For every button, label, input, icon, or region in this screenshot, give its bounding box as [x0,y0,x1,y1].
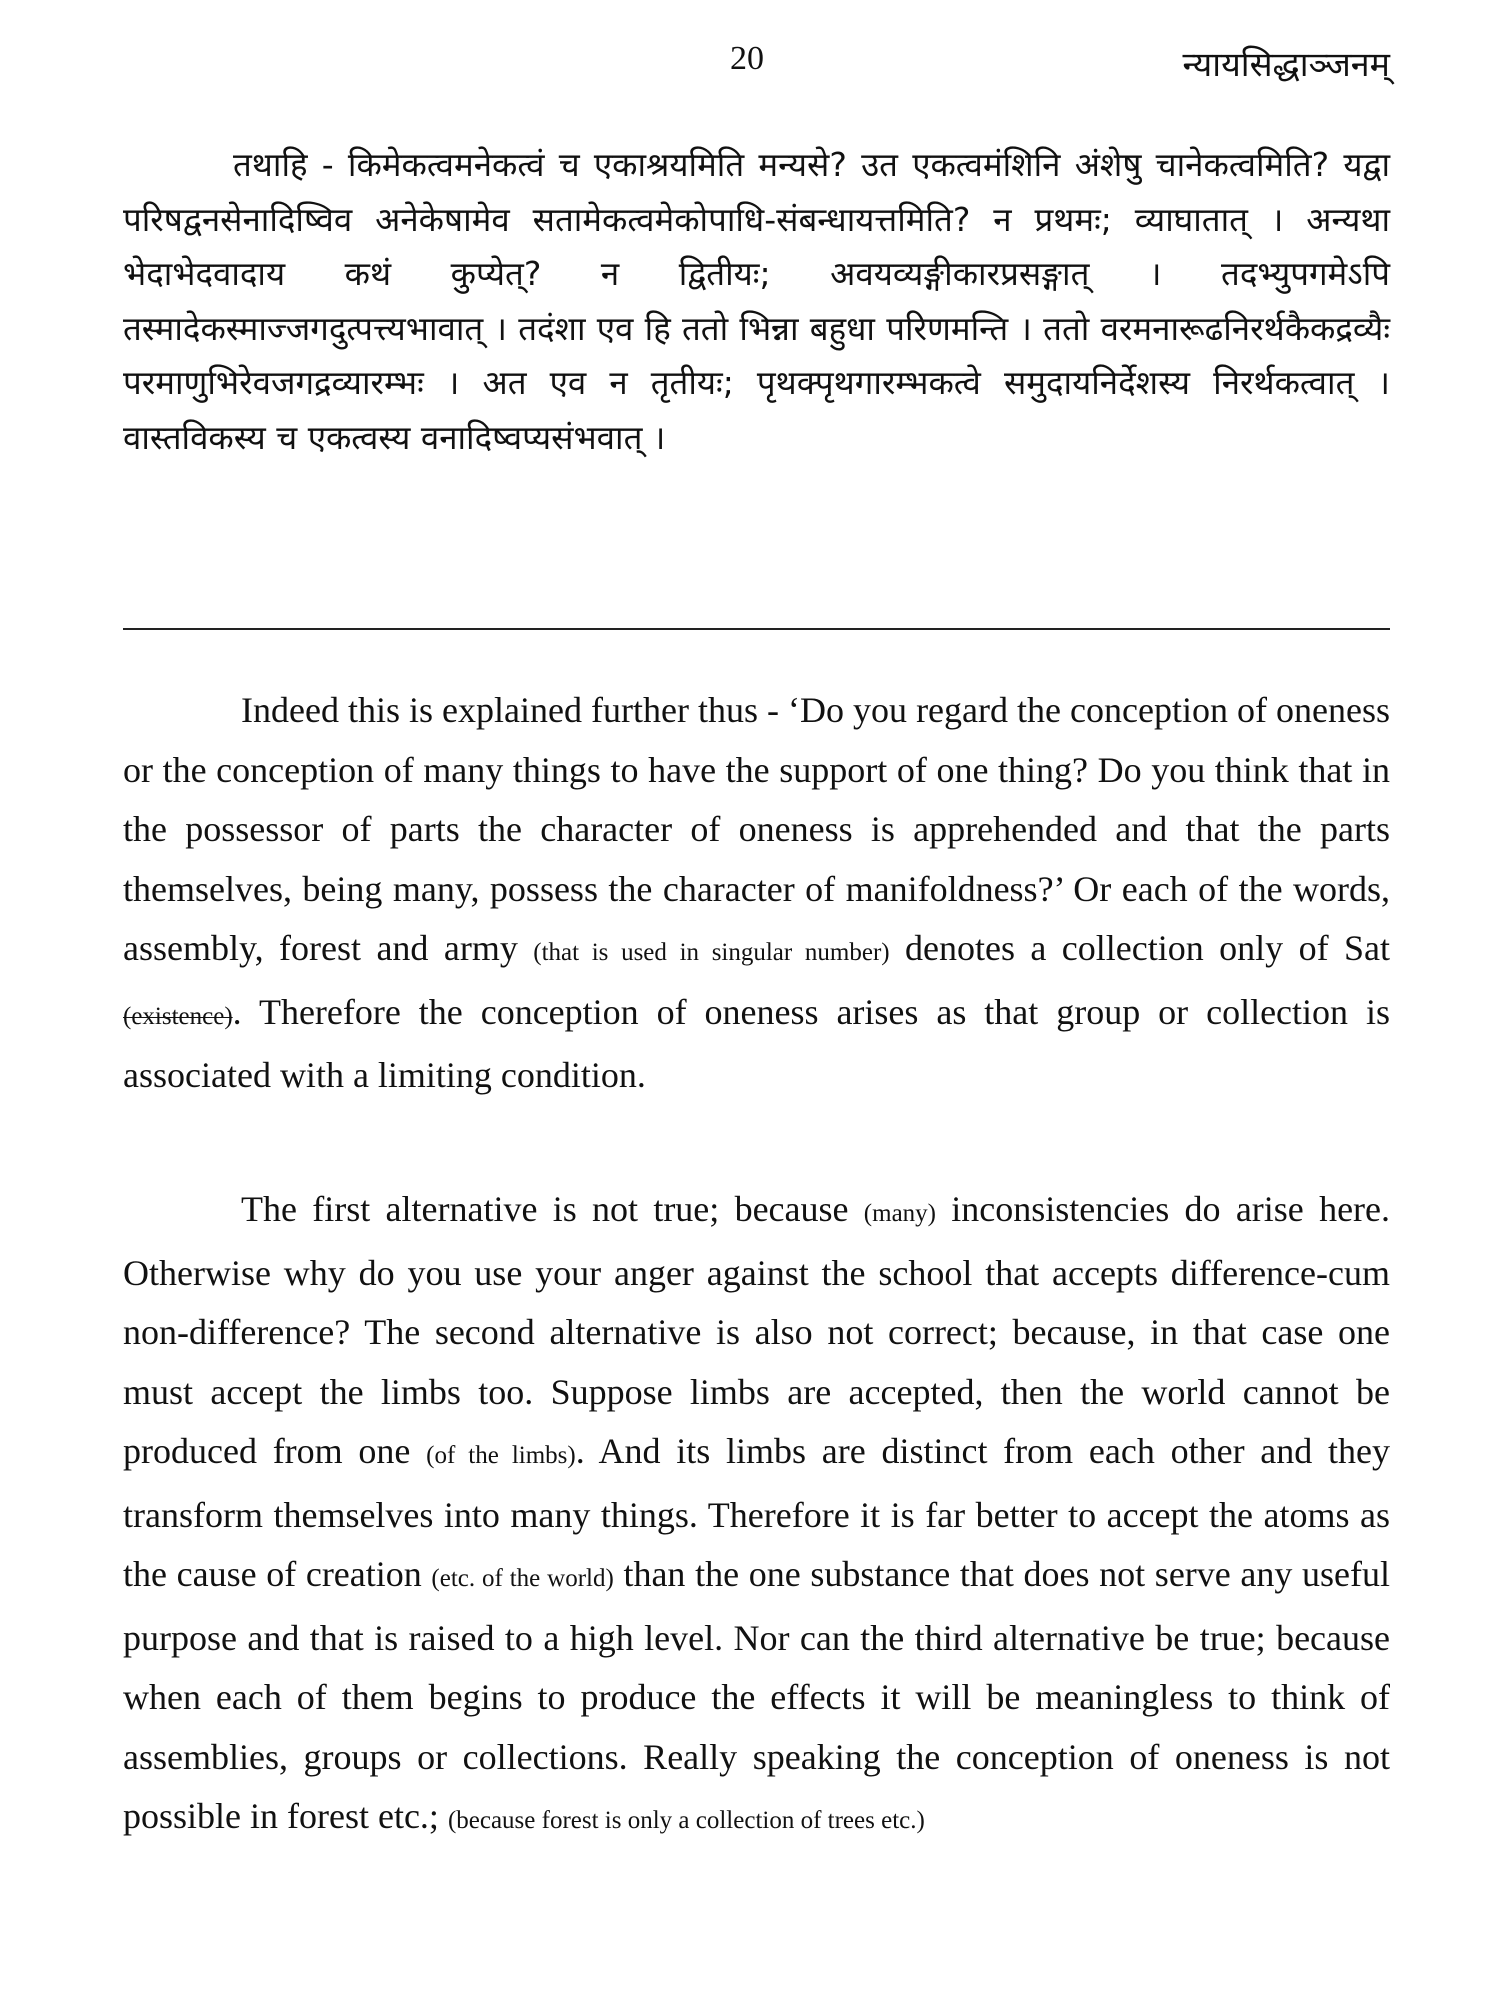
p2-text-c: . And its limbs are distinct from each other and they transform themselves into many things. Therefore it is far better to accept the atoms as the cause of creation [123,1431,1391,1594]
page-number: 20 [730,40,764,77]
p2-text-a: The first alternative is not true; because [241,1189,849,1229]
p2-text-b: inconsistencies do arise here. Otherwise why do you use your anger against the school that accepts difference-cum non-difference? The second alternative is also not correct; because, in that case one must accept the limbs too. Suppose limbs are accepted, then the world cannot be produced from one [123,1189,1391,1471]
translation-paragraph-1 [123,681,1390,1106]
p2-note-limbs: (of the limbs) [426,1442,576,1469]
p2-note-world: (etc. of the world) [431,1565,614,1592]
running-head [0,40,1500,100]
p2-note-many: (many) [863,1200,936,1227]
p1-note-singular: (that is used in singular number) [533,939,890,966]
p1-text-b: denotes a collection only of Sat [905,928,1390,968]
p1-text-c: . Therefore the conception of oneness arises as that group or collection is associated with a limiting condition. [123,991,1390,1095]
translation-paragraph-2 [123,1180,1390,1851]
p1-note-existence: (existence) [123,1002,233,1030]
book-title: न्यायसिद्धाञ्जनम् [1182,45,1390,85]
p2-text-d: than the one substance that does not serve any useful purpose and that is raised to a high level. Nor can the third alternative be true; because when each of them begins to produce the effects it will be meaningless to think of assemblies, groups or collections. Really speaking the conception of oneness is not possible in forest etc.; [123,1554,1390,1836]
p2-note-forest: (because forest is only a collection of trees etc.) [447,1807,925,1834]
sanskrit-passage: तथाहि - किमेकत्वमनेकत्वं च एकाश्रयमिति मन्यसे? उत एकत्वमंशिनि अंशेषु चानेकत्वमिति? यद्वा परिषद्वनसेनादिष्विव अनेकेषामेव सतामेकत्वमेकोपाधि-संबन्धायत्तमिति? न प्रथमः; व्याघातात् । अन्यथा भेदाभेदवादाय कथं कुप्येत्? न द्वितीयः; अवयव्यङ्गीकारप्रसङ्गात् । तदभ्युपगमेऽपि तस्मादेकस्माज्जगदुत्पत्त्यभावात् । तदंशा एव हि ततो भिन्ना बहुधा परिणमन्ति । ततो वरमनारूढनिरर्थकैकद्रव्यैः परमाणुभिरेवजगद्रव्यारम्भः । अत एव न तृतीयः; पृथक्पृथगारम्भकत्वे समुदायनिर्देशस्य निरर्थकत्वात् । वास्तविकस्य च एकत्वस्य वनादिष्वप्यसंभवात् । [123,145,1390,457]
p1-text-a: Indeed this is explained further thus - ‘Do you regard the conception of oneness or the conception of many things to have the support of one thing? Do you think that in the possessor of parts the character of oneness is apprehended and that the parts themselves, being many, possess the character of manifoldness?’ Or each of the words, assembly, forest and army [123,690,1390,968]
section-divider [123,628,1390,630]
